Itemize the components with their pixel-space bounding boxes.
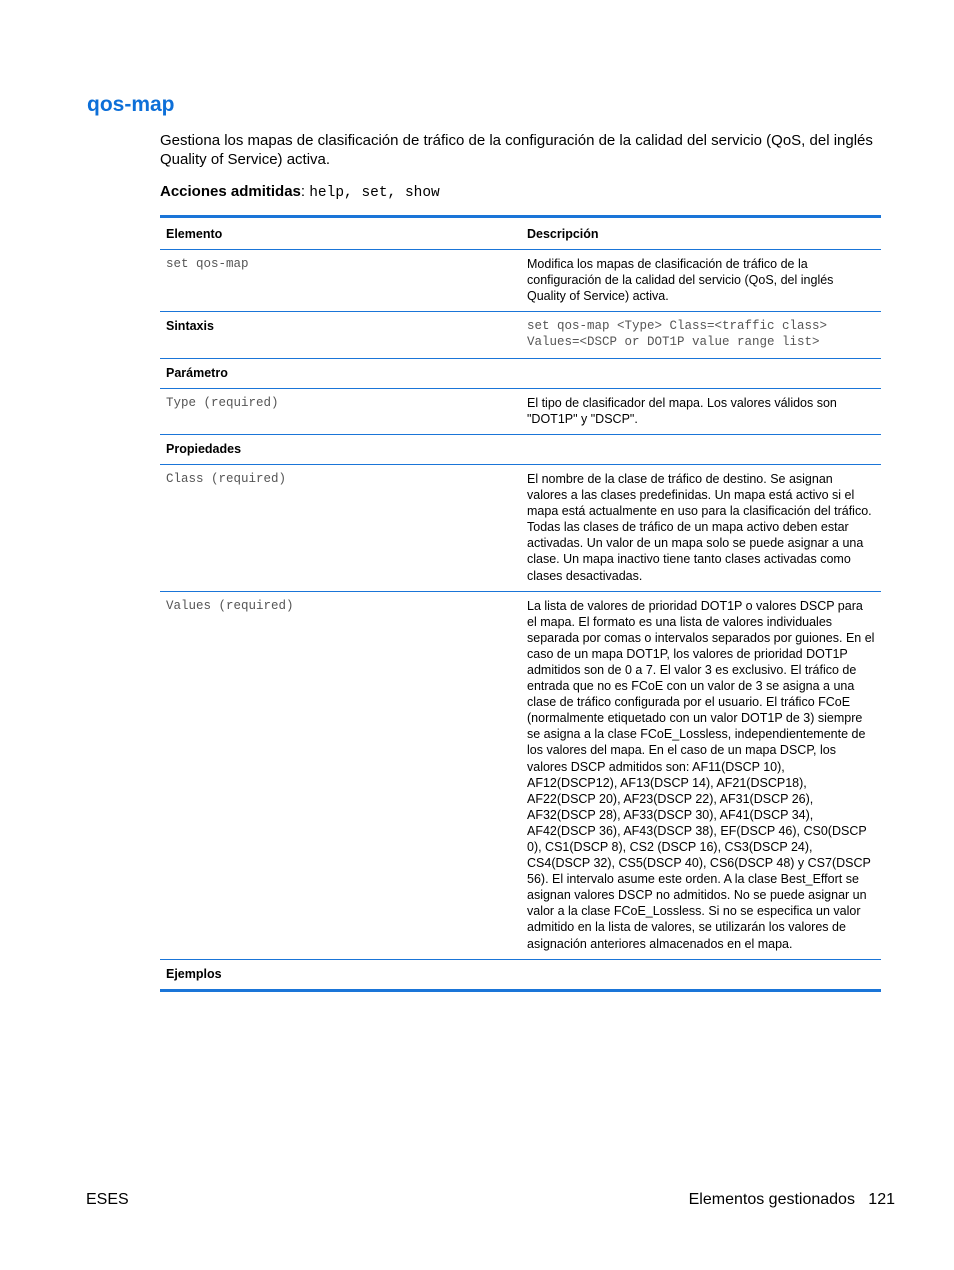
section-label: Ejemplos	[160, 959, 521, 990]
page-number: 121	[868, 1191, 895, 1208]
table-section-row	[160, 959, 881, 990]
row-element: Class (required)	[160, 464, 521, 591]
parameter-table	[160, 215, 881, 992]
section-label: Parámetro	[160, 358, 521, 388]
table-row	[160, 464, 881, 591]
row-description: El nombre de la clase de tráfico de destino. Se asignan valores a las clases predefinidas. Un mapa está activo si el mapa está actualmente en uso para la clasificación del tráfico. Todas las clases de tráfico de un mapa activo deben estar activadas. Un valor de un mapa solo se puede asignar a una clase. Un mapa inactivo tiene tanto clases activadas como clases desactivadas.	[521, 464, 881, 591]
footer-page-info	[689, 1191, 895, 1209]
row-description: La lista de valores de prioridad DOT1P o valores DSCP para el mapa. El formato es una lista de valores individuales separada por comas o intervalos separados por guiones. En el caso de un mapa DOT1P, los valores de prioridad DOT1P admitidos son de 0 a 7. El valor 3 es exclusivo. El tráfico de entrada que no es FCoE con un valor de 3 se asigna a una clase de tráfico configurada por el usuario. El tráfico FCoE (normalmente etiquetado con un valor DOT1P de 3) siempre se asigna a la clase FCoE_Lossless, independientemente de los valores del mapa. En el caso de un mapa DSCP, los valores DSCP admitidos son: AF11(DSCP 10), AF12(DSCP12), AF13(DSCP 14), AF21(DSCP18), AF22(DSCP 20), AF23(DSCP 22), AF31(DSCP 26), AF32(DSCP 28), AF33(DSCP 30), AF41(DSCP 34), AF42(DSCP 36), AF43(DSCP 38), EF(DSCP 46), CS0(DSCP 0), CS1(DSCP 8), CS2 (DSCP 16), CS3(DSCP 24), CS4(DSCP 32), CS5(DSCP 40), CS6(DSCP 48) y CS7(DSCP 56). El intervalo asume este orden. A la clase Best_Effort se asignan valores DSCP no admitidos. No se puede asignar un valor a la clase FCoE_Lossless. Si no se especifica un valor admitido en la lista de valores, se utilizarán los valores de asignación anteriores almacenados en el mapa.	[521, 591, 881, 959]
table-header-row	[160, 217, 881, 250]
header-element: Elemento	[166, 227, 223, 241]
table-row	[160, 250, 881, 312]
footer-locale: ESES	[86, 1191, 129, 1208]
actions-values: help, set, show	[309, 185, 440, 201]
intro-paragraph: Gestiona los mapas de clasificación de tráfico de la configuración de la calidad del servicio (QoS, del inglés Quality of Service) activa.	[160, 132, 873, 168]
row-element: Sintaxis	[160, 312, 521, 358]
row-element: Type (required)	[160, 388, 521, 434]
table-section-row	[160, 434, 881, 464]
table-row	[160, 312, 881, 358]
syntax-line: Values=<DSCP or DOT1P value range list>	[527, 335, 820, 350]
header-description: Descripción	[527, 227, 599, 241]
row-description	[521, 312, 881, 358]
supported-actions	[160, 182, 440, 203]
row-element: set qos-map	[166, 257, 249, 272]
row-element: Values (required)	[160, 591, 521, 959]
row-description: El tipo de clasificador del mapa. Los valores válidos son "DOT1P" y "DSCP".	[521, 388, 881, 434]
footer-section: Elementos gestionados	[688, 1191, 855, 1208]
actions-separator: :	[300, 183, 310, 200]
table-section-row	[160, 358, 881, 388]
row-description: Modifica los mapas de clasificación de tráfico de la configuración de la calidad del servicio (QoS, del inglés Quality of Service) activa.	[527, 257, 834, 304]
table-row	[160, 591, 881, 959]
syntax-line: set qos-map <Type> Class=<traffic class>	[527, 319, 828, 334]
actions-label: Acciones admitidas	[160, 183, 301, 200]
table-row	[160, 388, 881, 434]
section-label: Propiedades	[160, 434, 521, 464]
page-title: qos-map	[87, 93, 175, 116]
